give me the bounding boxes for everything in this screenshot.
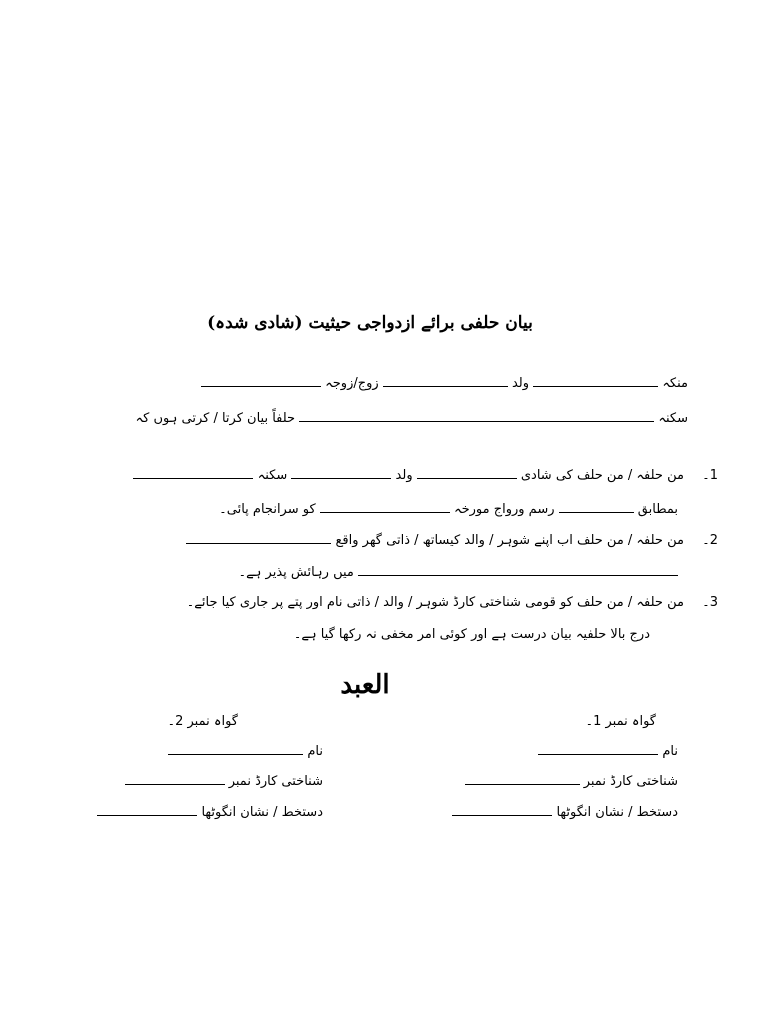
witness-1-sign-row [452,803,678,822]
clause-2-line-2 [239,563,678,582]
clause-text: کو سرانجام پائی۔ [219,502,316,517]
clause-text: من حلفہ / من حلف کی شادی [520,468,684,483]
witness-2-name-row [168,742,323,761]
spouse-address-blank[interactable] [133,466,253,479]
witness-2-sign-row [97,803,323,822]
affidavit-title: بیان حلفی برائے ازدواجی حیثیت (شادی شدہ) [207,313,533,333]
name-label: نام [307,744,323,759]
zauj-label: زوج/زوجہ [325,376,379,391]
wald-label: ولد [511,376,530,391]
sakna-label: سکنہ [257,468,288,483]
statement-text: حلفاً بیان کرتا / کرتی ہوں کہ [135,411,296,426]
clause-2-line-1 [186,531,718,550]
name-label: نام [662,744,678,759]
mutabiq-label: بمطابق [637,502,678,517]
witness-2-name-blank[interactable] [168,742,303,755]
witness-1-name-row [538,742,678,761]
witness-1-heading: گواہ نمبر 1۔ [585,714,656,729]
witness-2-sign-blank[interactable] [97,803,197,816]
date-blank[interactable] [320,500,450,513]
clause-number: 2۔ [702,533,718,548]
residence-blank[interactable] [186,531,331,544]
spouse-father-blank[interactable] [291,466,391,479]
sakna-blank[interactable] [299,409,654,422]
declaration-text: درج بالا حلفیہ بیان درست ہے اور کوئی امر مخفی نہ رکھا گیا ہے۔ [293,627,650,642]
clause-1-line-1 [133,466,718,485]
clause-number: 1۔ [702,468,718,483]
clause-text: من حلفہ / من حلف کو قومی شناختی کارڈ شوہر / والد / ذاتی نام اور پتے پر جاری کیا جائے۔ [186,595,684,610]
wald-blank[interactable] [383,374,508,387]
date-label: رسم ورواج مورخہ [453,502,555,517]
witness-1-sign-blank[interactable] [452,803,552,816]
residence-blank-2[interactable] [358,563,678,576]
zauj-blank[interactable] [201,374,321,387]
sign-label: دستخط / نشان انگوٹھا [556,805,678,820]
cnic-label: شناختی کارڈ نمبر [583,774,678,789]
wald-label: ولد [395,468,413,483]
sign-label: دستخط / نشان انگوٹھا [201,805,323,820]
witness-2-heading: گواہ نمبر 2۔ [167,714,238,729]
witness-2-cnic-row [125,772,323,791]
clause-3-line [187,594,718,612]
cnic-label: شناختی کارڈ نمبر [228,774,323,789]
witness-1-cnic-row [465,772,678,791]
clause-text: میں رہائش پذیر ہے۔ [238,565,354,580]
intro-line-2 [136,409,688,428]
witness-1-cnic-blank[interactable] [465,772,580,785]
clause-1-line-2 [219,500,678,519]
witness-2-cnic-blank[interactable] [125,772,225,785]
clause-number: 3۔ [702,595,718,610]
monka-label: منکہ [662,376,688,391]
abd-heading: العبد [340,670,390,700]
sakna-label: سکنہ [658,411,688,426]
intro-line-1 [201,374,688,393]
custom-blank[interactable] [559,500,634,513]
witness-1-name-blank[interactable] [538,742,658,755]
monka-blank[interactable] [533,374,658,387]
clause-text: من حلفہ / من حلف اب اپنے شوہر / والد کیساتھ / ذاتی گھر واقع [335,533,684,548]
spouse-name-blank[interactable] [417,466,517,479]
